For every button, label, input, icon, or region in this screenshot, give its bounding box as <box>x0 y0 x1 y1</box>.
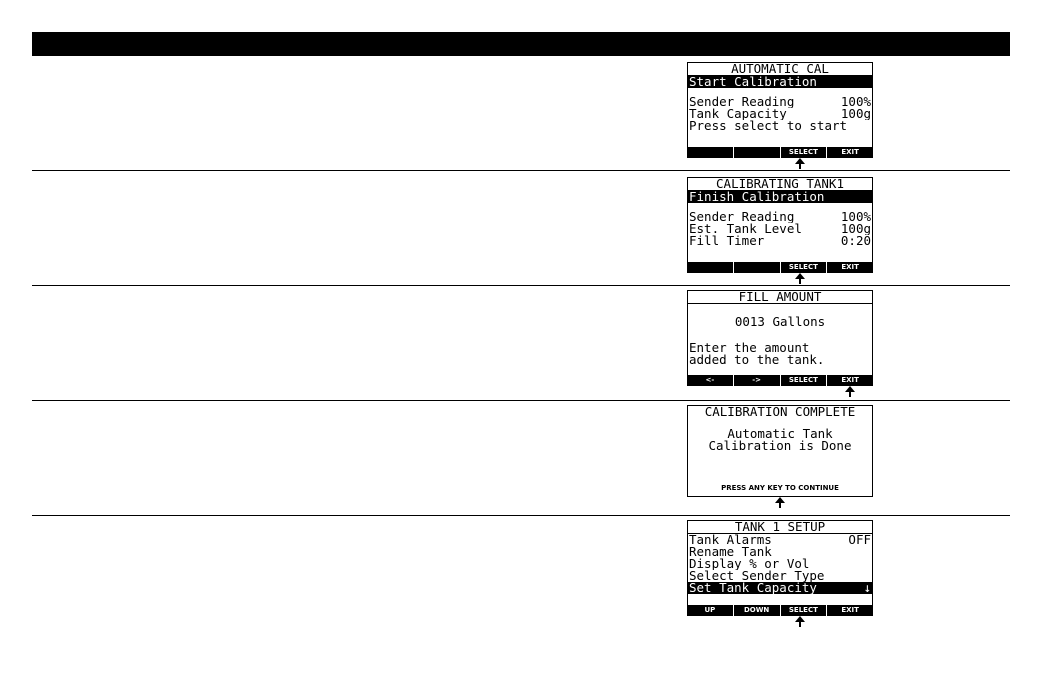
softkey-exit[interactable]: EXIT <box>841 263 859 271</box>
row-divider <box>32 515 1010 516</box>
highlighted-menu-item[interactable]: Start Calibration <box>688 76 872 88</box>
menu-item-display-mode[interactable]: Display % or Vol <box>689 558 810 570</box>
screen-title: AUTOMATIC CAL <box>688 63 872 76</box>
softkey-select[interactable]: SELECT <box>781 375 828 386</box>
softkey-1[interactable] <box>687 262 734 273</box>
softkey-exit[interactable]: EXIT <box>841 376 859 384</box>
table-header-bar <box>32 32 1010 56</box>
screen-title: FILL AMOUNT <box>688 291 872 304</box>
softkey-select[interactable]: SELECT <box>781 147 828 158</box>
scroll-down-icon: ↓ <box>863 582 871 594</box>
press-any-key-prompt: PRESS ANY KEY TO CONTINUE <box>721 484 839 492</box>
fill-amount-value[interactable]: 0013 <box>734 316 765 328</box>
sender-reading-row: Sender Reading 100% <box>689 211 871 223</box>
softkey-right[interactable]: -> <box>734 375 781 386</box>
softkey-down[interactable]: DOWN <box>734 605 781 616</box>
lcd-screen-calibrating-tank <box>687 177 873 273</box>
screen-title: CALIBRATING TANK1 <box>688 178 872 191</box>
instruction-line-2: added to the tank. <box>689 354 825 366</box>
est-tank-level-row: Est. Tank Level 100g <box>689 223 871 235</box>
lcd-screen-tank-setup <box>687 520 873 616</box>
highlighted-menu-item[interactable]: Finish Calibration <box>688 191 872 203</box>
softkey-bar <box>687 147 873 158</box>
softkey-2[interactable] <box>734 147 781 158</box>
softkey-select[interactable]: SELECT <box>781 605 828 616</box>
softkey-2[interactable] <box>734 262 781 273</box>
row-divider <box>32 400 1010 401</box>
complete-message-line-2: Calibration is Done <box>708 440 852 452</box>
tank-capacity-row: Tank Capacity 100g <box>689 108 871 120</box>
softkey-bar <box>687 375 873 386</box>
menu-item-sender-type[interactable]: Select Sender Type <box>689 570 825 582</box>
row-divider <box>32 285 1010 286</box>
pointer-arrow-icon <box>795 273 805 279</box>
menu-item-rename-tank[interactable]: Rename Tank <box>689 546 772 558</box>
softkey-exit[interactable]: EXIT <box>841 606 859 614</box>
fill-amount-unit: Gallons <box>772 316 826 328</box>
lcd-screen-automatic-cal <box>687 62 873 158</box>
softkey-exit[interactable]: EXIT <box>841 148 859 156</box>
menu-item-tank-alarms[interactable]: Tank Alarms OFF <box>689 534 871 546</box>
pointer-arrow-icon <box>795 158 805 164</box>
fill-timer-row: Fill Timer 0:20 <box>689 235 871 247</box>
sender-reading-row: Sender Reading 100% <box>689 96 871 108</box>
pointer-arrow-icon <box>845 386 855 392</box>
screen-title: TANK 1 SETUP <box>688 521 872 534</box>
fill-amount-field[interactable] <box>688 316 872 328</box>
row-divider <box>32 170 1010 171</box>
lcd-screen-calibration-complete <box>687 405 873 497</box>
pointer-arrow-icon <box>775 497 785 503</box>
complete-message-line-1: Automatic Tank <box>727 428 833 440</box>
instruction-line-1: Enter the amount <box>689 342 810 354</box>
softkey-1[interactable] <box>687 147 734 158</box>
screen-title: CALIBRATION COMPLETE <box>704 406 856 418</box>
softkey-up[interactable]: UP <box>687 605 734 616</box>
softkey-left[interactable]: <- <box>687 375 734 386</box>
pointer-arrow-icon <box>795 616 805 622</box>
start-instruction: Press select to start <box>689 120 848 132</box>
softkey-bar <box>687 262 873 273</box>
softkey-select[interactable]: SELECT <box>781 262 828 273</box>
softkey-bar <box>687 605 873 616</box>
lcd-screen-fill-amount <box>687 290 873 386</box>
menu-item-set-tank-capacity[interactable]: Set Tank Capacity ↓ <box>689 582 871 594</box>
